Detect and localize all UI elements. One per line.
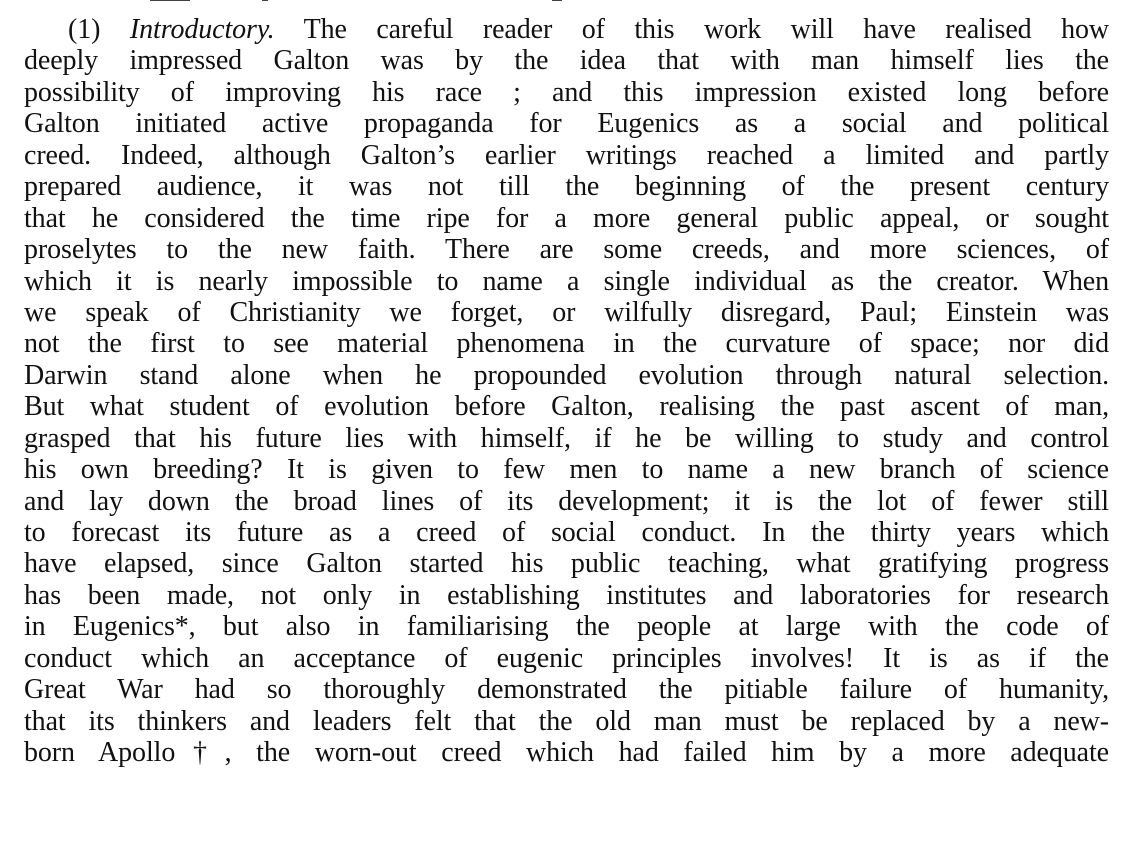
text-line: that its thinkers and leaders felt that the old man must be replaced by a new-: [24, 705, 1109, 737]
text-line: we speak of Christianity we forget, or wilfully disregard, Paul; Einstein was: [24, 296, 1109, 328]
text-line: Darwin stand alone when he propounded evolution through natural selection.: [24, 359, 1109, 391]
text-line: But what student of evolution before Galton, realising the past ascent of man,: [24, 391, 1109, 423]
text-line: proselytes to the new faith. There are some creeds, and more sciences, of: [24, 234, 1109, 266]
text-line: to forecast its future as a creed of social conduct. In the thirty years which: [24, 517, 1109, 548]
text-line: not the first to see material phenomena in the curvature of space; nor did: [24, 328, 1109, 360]
text-line: Galton initiated active propaganda for Eugenics as a social and political: [24, 108, 1109, 140]
body-paragraph: [24, 0, 1109, 769]
text-line: which it is nearly impossible to name a single individual as the creator. When: [24, 265, 1109, 297]
paragraph-first-line: [68, 14, 1109, 45]
text-line: creed. Indeed, although Galton’s earlier writings reached a limited and partly: [24, 139, 1109, 171]
section-heading: Introductory.: [129, 14, 275, 45]
text-line: prepared audience, it was not till the beginning of the present century: [24, 171, 1109, 203]
text-line: Great War had so thoroughly demonstrated the pitiable failure of humanity,: [24, 674, 1109, 706]
text-line: has been made, not only in establishing institutes and laboratories for research: [24, 579, 1109, 611]
text-line: possibility of improving his race ; and this impression existed long before: [24, 76, 1109, 108]
text-line: grasped that his future lies with himself, if he be willing to study and control: [24, 422, 1109, 454]
text-line: that he considered the time ripe for a more general public appeal, or sought: [24, 202, 1109, 234]
text-line: in Eugenics*, but also in familiarising the people at large with the code of: [24, 611, 1109, 643]
first-line-text: The careful reader of this work will have realised how: [303, 14, 1109, 45]
text-line: his own breeding? It is given to few men to name a new branch of science: [24, 454, 1109, 486]
text-line: conduct which an acceptance of eugenic principles involves! It is as if the: [24, 642, 1109, 674]
section-number: (1): [68, 14, 101, 45]
text-line: deeply impressed Galton was by the idea that with man himself lies the: [24, 45, 1109, 77]
text-line: and lay down the broad lines of its development; it is the lot of fewer still: [24, 485, 1109, 517]
text-line: born Apollo†, the worn-out creed which had failed him by a more adequate: [24, 737, 1109, 769]
text-line: have elapsed, since Galton started his public teaching, what gratifying progress: [24, 548, 1109, 580]
